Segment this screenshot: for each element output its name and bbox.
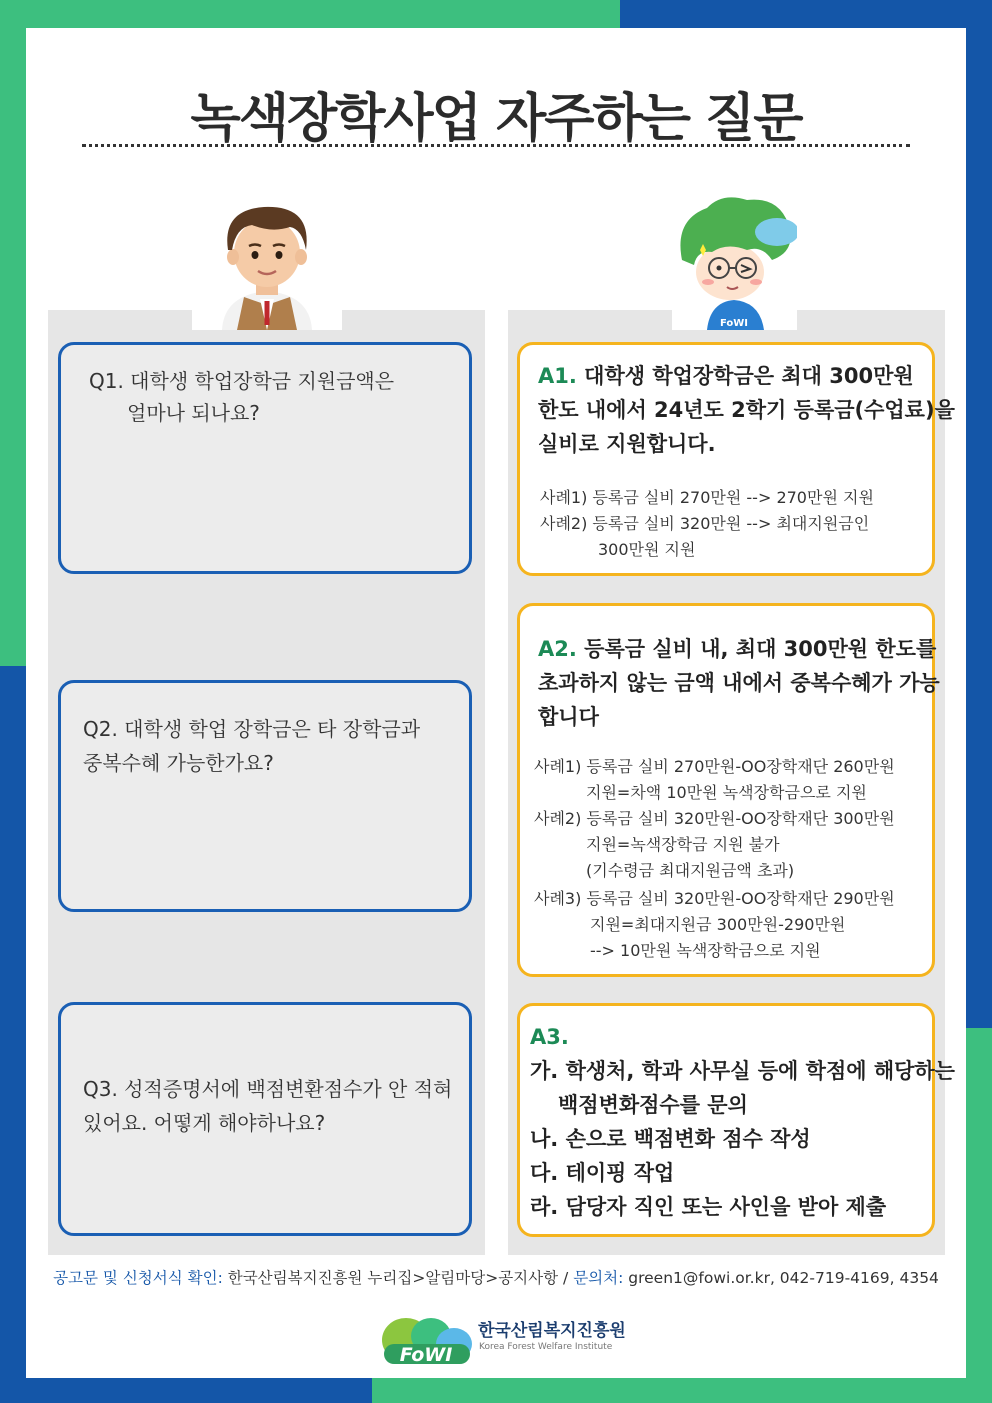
footer-notice-label: 공고문 및 신청서식 확인: [53, 1269, 223, 1287]
answer-1-example-2: 사례2) 등록금 실비 320만원 --> 최대지원금인 [540, 514, 870, 533]
answer-2-example-1: 사례1) 등록금 실비 270만원-OO장학재단 260만원 [534, 757, 895, 776]
answer-2-example-5: (기수령금 최대지원금액 초과) [586, 861, 795, 880]
question-1-line-1: Q1. 대학생 학업장학금 지원금액은 [89, 369, 395, 393]
answer-1-line-3: 실비로 지원합니다. [538, 432, 716, 456]
footer-notice-path: 한국산림복지진흥원 누리집>알림마당>공지사항 / [222, 1269, 574, 1287]
answer-3-line-4: 다. 테이핑 작업 [530, 1161, 675, 1185]
answer-3-line-5: 라. 담당자 직인 또는 사인을 받아 제출 [530, 1195, 887, 1219]
answer-2-example-8: --> 10만원 녹색장학금으로 지원 [590, 941, 821, 960]
answer-2-line-2: 초과하지 않는 금액 내에서 중복수혜가 가능 [538, 671, 940, 695]
answer-2-example-4: 지원=녹색장학금 지원 불가 [586, 835, 780, 854]
answer-card-1 [517, 342, 955, 576]
logo-mark-text: FoWI [399, 1344, 453, 1366]
right-blue-band [966, 28, 992, 1028]
answer-2-line-1: A2. 등록금 실비 내, 최대 300만원 한도를 [538, 637, 937, 661]
answer-2-example-6: 사례3) 등록금 실비 320만원-OO장학재단 290만원 [534, 889, 895, 908]
left-blue-band [0, 666, 26, 1403]
answer-2-line-3: 합니다 [538, 705, 599, 729]
footer-contact-info: green1@fowi.or.kr, 042-719-4169, 4354 [623, 1269, 939, 1287]
fowi-logo [376, 1312, 626, 1372]
answer-card-2 [517, 603, 940, 977]
question-card-1 [58, 342, 472, 574]
footer-contact [0, 1266, 992, 1288]
answer-3-line-3: 나. 손으로 백점변화 점수 작성 [530, 1127, 811, 1151]
answer-2-example-3: 사례2) 등록금 실비 320만원-OO장학재단 300만원 [534, 809, 895, 828]
top-left-green-band [0, 0, 620, 28]
right-green-band [966, 1028, 992, 1403]
question-card-2 [58, 680, 472, 912]
bottom-green-band [372, 1378, 992, 1403]
footer-contact-label: 문의처: [573, 1269, 624, 1287]
answer-1-line-1: A1. 대학생 학업장학금은 최대 300만원 [538, 364, 914, 388]
logo-name-english: Korea Forest Welfare Institute [479, 1342, 613, 1352]
answer-2-example-7: 지원=최대지원금 300만원-290만원 [590, 915, 846, 934]
question-2-line-2: 중복수혜 가능한가요? [83, 751, 274, 775]
answer-1-example-3: 300만원 지원 [598, 540, 696, 559]
answer-1-line-2: 한도 내에서 24년도 2학기 등록금(수업료)을 [538, 398, 955, 422]
question-3-line-2: 있어요. 어떻게 해야하나요? [83, 1111, 326, 1135]
logo-name-korean: 한국산림복지진흥원 [478, 1321, 626, 1341]
answer-2-label: A2. [538, 637, 577, 661]
top-right-blue-band [620, 0, 992, 28]
bottom-blue-band [0, 1378, 372, 1403]
question-3-line-1: Q3. 성적증명서에 백점변환점수가 안 적혀 [83, 1077, 453, 1101]
answer-1-label: A1. [538, 364, 577, 388]
fowi-mascot-icon [672, 190, 797, 330]
student-character-icon [192, 195, 342, 330]
question-2-line-1: Q2. 대학생 학업 장학금은 타 장학금과 [83, 717, 421, 741]
answer-2-example-2: 지원=차액 10만원 녹색장학금으로 지원 [586, 783, 867, 802]
title-dotted-divider [82, 144, 910, 147]
answer-1-example-1: 사례1) 등록금 실비 270만원 --> 270만원 지원 [540, 488, 874, 507]
answer-3-line-2: 백점변화점수를 문의 [558, 1093, 748, 1117]
answer-3-line-1: 가. 학생처, 학과 사무실 등에 학점에 해당하는 [530, 1059, 955, 1083]
question-1-line-2: 얼마나 되나요? [127, 401, 260, 425]
answer-3-label: A3. [530, 1025, 569, 1049]
fowi-logo-icon [376, 1312, 476, 1372]
page-title: 녹색장학사업 자주하는 질문 [190, 89, 802, 149]
answer-card-3 [517, 1003, 955, 1237]
question-card-3 [58, 1002, 472, 1236]
mascot-badge-text: FoWI [719, 318, 749, 329]
